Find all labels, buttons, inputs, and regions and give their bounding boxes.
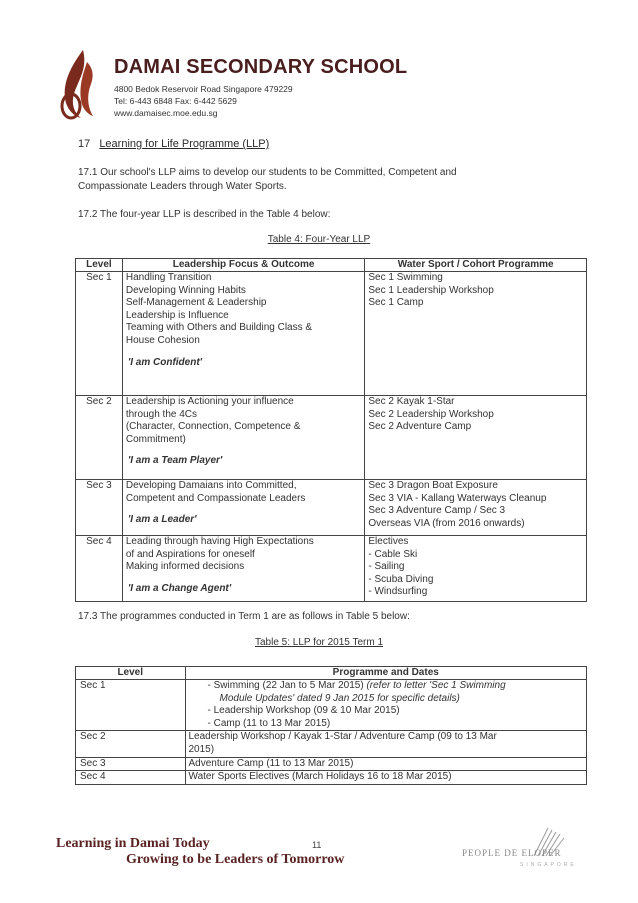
section-number: 17 <box>78 138 91 150</box>
school-website: www.damaisec.moe.edu.sg <box>114 108 218 118</box>
page-number: 11 <box>312 840 322 850</box>
footer-tagline-2: Growing to be Leaders of Tomorrow <box>126 852 345 867</box>
level-cell: Sec 4 <box>76 536 123 602</box>
motto: 'I am Confident' <box>127 356 203 368</box>
table-row <box>76 480 587 536</box>
table5-header-row <box>76 667 587 680</box>
table4-caption: Table 4: Four-Year LLP <box>267 234 371 245</box>
school-logo-icon <box>57 48 101 120</box>
table4-header-focus: Leadership Focus & Outcome <box>122 259 365 272</box>
section-heading <box>78 138 269 150</box>
programme-cell: - Swimming (22 Jan to 5 Mar 2015) (refer to letter 'Sec 1 Swimming Module Updates' dated 9 Jan 2015 for specific details) - Leadership Workshop (09 & 10 Mar 2015) - Camp (11 to 13 Mar 2015) <box>185 680 587 731</box>
school-contact: Tel: 6-443 6848 Fax: 6-442 5629 <box>114 96 237 106</box>
focus-cell: Handling Transition Developing Winning Habits Self-Management & Leadership Leadership is Influence Teaming with Others and Building Class & House Cohesion 'I am Confident' <box>122 272 365 396</box>
people-developer-subtext: SINGAPORE <box>520 862 577 868</box>
paragraph-17-2: 17.2 The four-year LLP is described in the Table 4 below: <box>78 209 331 220</box>
people-developer-logo-text: PEOPLE DE ELOPER <box>462 848 562 858</box>
table5-header-programme: Programme and Dates <box>185 667 587 680</box>
school-name: DAMAI SECONDARY SCHOOL <box>114 56 408 78</box>
level-cell: Sec 4 <box>76 771 186 785</box>
motto: 'I am a Team Player' <box>127 455 223 467</box>
level-cell: Sec 1 <box>76 272 123 396</box>
table-row <box>76 757 587 771</box>
table-row <box>76 771 587 785</box>
table4-header-row <box>76 259 587 272</box>
table-row <box>76 536 587 602</box>
paragraph-17-1: 17.1 Our school's LLP aims to develop our students to be Committed, Competent and Compassionate Leaders through Water Sports. <box>78 167 457 192</box>
table-row <box>76 396 587 480</box>
school-address: 4800 Bedok Reservoir Road Singapore 479229 <box>114 84 293 94</box>
table5-caption: Table 5: LLP for 2015 Term 1 <box>254 637 384 648</box>
programme-cell: Sec 3 Dragon Boat Exposure Sec 3 VIA - Kallang Waterways Cleanup Sec 3 Adventure Camp / Sec 3 Overseas VIA (from 2016 onwards) <box>365 480 587 536</box>
focus-cell: Leading through having High Expectations of and Aspirations for oneself Making informed decisions 'I am a Change Agent' <box>122 536 365 602</box>
table-row <box>76 680 587 731</box>
footer-tagline-1: Learning in Damai Today <box>56 836 210 851</box>
level-cell: Sec 1 <box>76 680 186 731</box>
programme-cell: Adventure Camp (11 to 13 Mar 2015) <box>185 757 587 771</box>
programme-cell: Leadership Workshop / Kayak 1-Star / Adventure Camp (09 to 13 Mar 2015) <box>185 731 587 757</box>
programme-cell: Sec 2 Kayak 1-Star Sec 2 Leadership Workshop Sec 2 Adventure Camp <box>365 396 587 480</box>
programme-cell: Sec 1 Swimming Sec 1 Leadership Workshop Sec 1 Camp <box>365 272 587 396</box>
table-row <box>76 272 587 396</box>
table-four-year-llp <box>75 258 587 602</box>
table-row <box>76 731 587 757</box>
motto: 'I am a Change Agent' <box>127 582 232 594</box>
paragraph-17-3: 17.3 The programmes conducted in Term 1 are as follows in Table 5 below: <box>78 611 410 622</box>
level-cell: Sec 2 <box>76 731 186 757</box>
focus-cell: Developing Damaians into Committed, Competent and Compassionate Leaders 'I am a Leader' <box>122 480 365 536</box>
focus-cell: Leadership is Actioning your influence through the 4Cs (Character, Connection, Competence & Commitment) 'I am a Team Player' <box>122 396 365 480</box>
programme-cell: Electives - Cable Ski - Sailing - Scuba Diving - Windsurfing <box>365 536 587 602</box>
level-cell: Sec 2 <box>76 396 123 480</box>
section-title: Learning for Life Programme (LLP) <box>99 138 270 150</box>
level-cell: Sec 3 <box>76 757 186 771</box>
table-llp-2015-term-1 <box>75 666 587 785</box>
table4-header-programme: Water Sport / Cohort Programme <box>365 259 587 272</box>
table4-header-level: Level <box>76 259 123 272</box>
motto: 'I am a Leader' <box>127 514 197 526</box>
table5-header-level: Level <box>76 667 186 680</box>
programme-cell: Water Sports Electives (March Holidays 16 to 18 Mar 2015) <box>185 771 587 785</box>
level-cell: Sec 3 <box>76 480 123 536</box>
